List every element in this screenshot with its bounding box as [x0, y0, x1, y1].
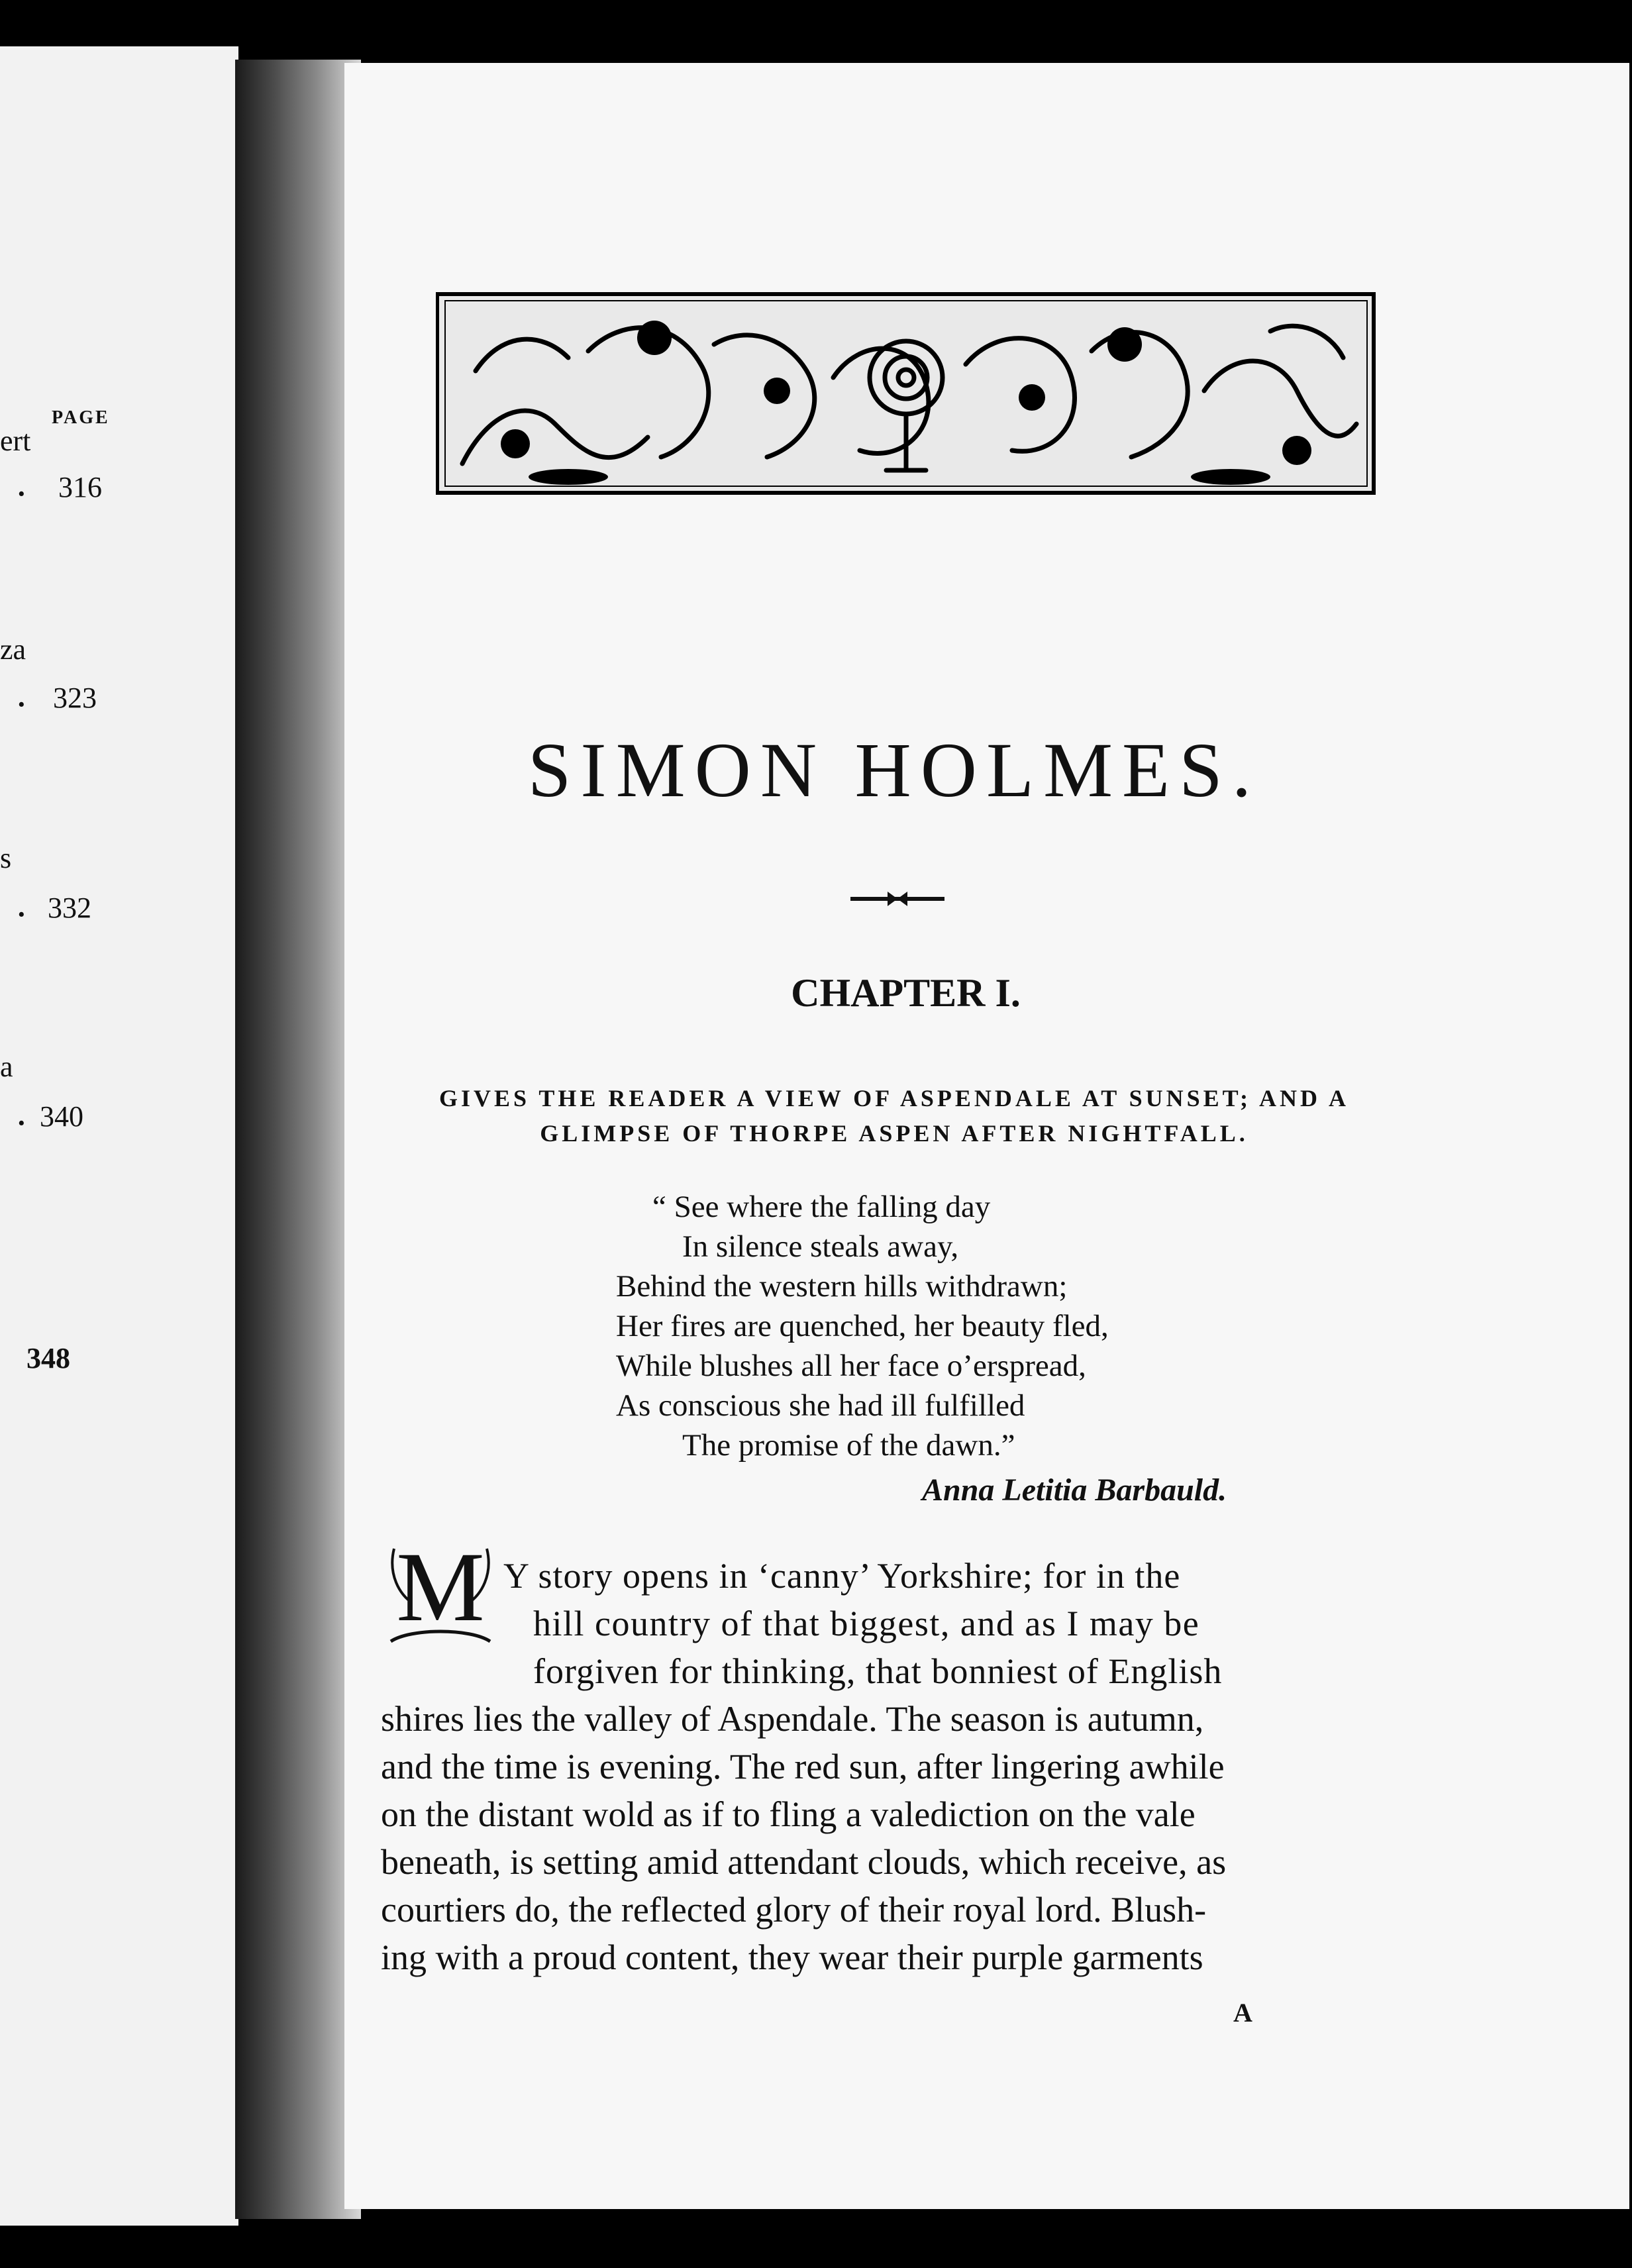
epigraph-line: As conscious she had ill fulfilled	[616, 1388, 1025, 1423]
left-page-number: 340	[40, 1100, 83, 1133]
body-text-line: courtiers do, the reflected glory of their royal lord. Blush-	[381, 1890, 1207, 1930]
left-page-fragment: a	[0, 1051, 13, 1083]
book-gutter-shadow	[235, 60, 361, 2219]
signature-mark: A	[1233, 1998, 1252, 2028]
leader-dot: ·	[17, 898, 26, 931]
body-text-line: hill country of that biggest, and as I may be	[533, 1604, 1200, 1643]
body-text-line: on the distant wold as if to fling a valediction on the vale	[381, 1794, 1196, 1834]
left-page-number: 348	[26, 1342, 70, 1374]
epigraph-line: Her fires are quenched, her beauty fled,	[616, 1309, 1109, 1343]
body-text-line: ing with a proud content, they wear their purple garments	[381, 1937, 1203, 1977]
book-title: SIMON HOLMES.	[527, 727, 1261, 813]
body-text-line: shires lies the valley of Aspendale. The season is autumn,	[381, 1699, 1204, 1739]
body-text-line: beneath, is setting amid attendant clouds, which receive, as	[381, 1842, 1227, 1882]
body-text-line: and the time is evening. The red sun, after lingering awhile	[381, 1747, 1225, 1786]
left-page-fragment: s	[0, 842, 12, 874]
left-page-fragment: ert	[0, 425, 31, 457]
epigraph-line: While blushes all her face o’erspread,	[616, 1349, 1086, 1383]
left-page-number: 332	[48, 892, 91, 924]
body-text-line: Y story opens in ‘canny’ Yorkshire; for in the	[503, 1556, 1181, 1596]
epigraph-line: In silence steals away,	[682, 1229, 959, 1264]
epigraph-attribution: Anna Letitia Barbauld.	[922, 1472, 1227, 1508]
left-page-number: 316	[58, 471, 102, 503]
epigraph-line: Behind the western hills withdrawn;	[616, 1269, 1068, 1304]
ornamental-headpiece	[436, 291, 1376, 498]
title-divider	[848, 889, 947, 909]
epigraph-line: “ See where the falling day	[652, 1190, 991, 1224]
left-page-fragment: za	[0, 633, 26, 666]
leader-dot: ·	[17, 478, 26, 510]
drop-cap-ornament	[384, 1535, 497, 1648]
leader-dot: ·	[17, 1107, 26, 1139]
body-text-line: forgiven for thinking, that bonniest of English	[533, 1651, 1223, 1691]
leader-dot: ·	[17, 688, 26, 721]
chapter-heading: CHAPTER I.	[791, 971, 1021, 1015]
chapter-summary-line: GIVES THE READER A VIEW OF ASPENDALE AT SUNSET; AND A	[439, 1085, 1349, 1111]
left-page-number: 323	[53, 682, 97, 714]
drop-cap-letter: M	[396, 1535, 485, 1642]
left-facing-page	[0, 46, 238, 2226]
chapter-summary-line: GLIMPSE OF THORPE ASPEN AFTER NIGHTFALL.	[540, 1120, 1249, 1147]
epigraph-line: The promise of the dawn.”	[682, 1428, 1015, 1463]
left-page-header: PAGE	[52, 407, 110, 428]
